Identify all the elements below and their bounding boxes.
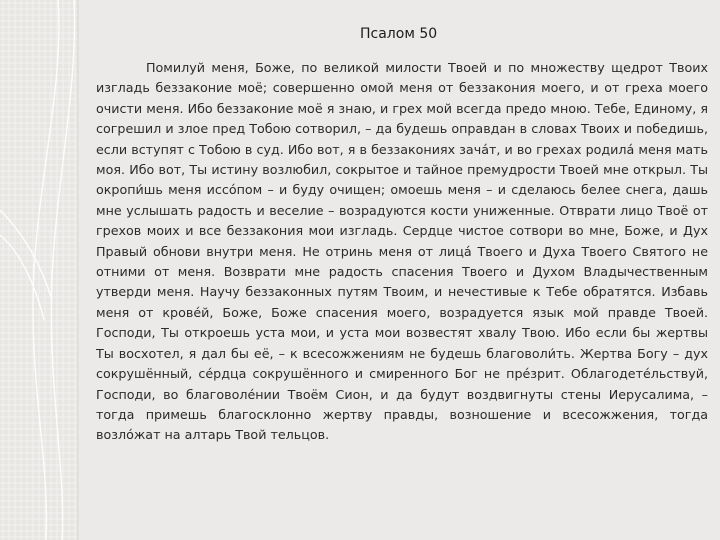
psalm-title: Псалом 50	[360, 26, 438, 42]
decorative-curves	[0, 0, 74, 540]
psalm-text: Помилуй меня, Боже, по великой милости Твоей и по множеству щедрот Твоих изглaдь беззаконие моё; совершенно омой меня от беззакония моего, и от греха моего очисти меня. Ибо беззаконие моё я знаю, и грех мой всегда предо мною. Тебе, Единому, я согрешил и злое пред Тобою сотворил, – да будешь оправдан в словах Твоих и победишь, если вступят с Тобою в суд. Ибо вот, я в беззакониях зачáт, и во грехах родилá меня мать моя. Ибо вот, Ты истину возлюбил, сокрытое и тайное премудрости Твоей мне открыл. Ты окропи́шь меня иссóпом – и буду очищен; омоешь меня – и сделаюсь белее снега, дашь мне услышать радость и веселие – возрадуются кости униженные. Отврати лицо Твоё от грехов моих и все беззакония мои изглaдь. Сердце чистое сотвори во мне, Боже, и Дух Правый обнови внутри меня. Не отринь меня от лицá Твоего и Духа Твоего Святого не отними от меня. Возврати мне радость спасения Твоего и Духом Владычественным утверди меня. Научу беззаконных путям Твоим, и нечестивые к Тебе обратятся. Избавь меня от кровéй, Боже, Боже спасения моего, возрадуется язык мой правде Твоей. Господи, Ты откроешь уста мои, и уста мои возвестят хвалу Твою. Ибо если бы жертвы Ты восхотел, я дал бы её, – к всесожжениям не будешь благоволи́ть. Жертва Богу – дух сокрушённый, сéрдца сокрушённого и смиренного Бог не прéзрит. Облагодетéльствуй, Господи, во благоволéнии Твоём Сион, и да будут воздвигнуты стены Иерусалима, – тогда примешь благосклонно жертву правды, возношение и всесожжения, тогда возлóжат на алтарь Твой тельцов.	[96, 60, 708, 443]
left-margin-texture	[0, 0, 78, 540]
